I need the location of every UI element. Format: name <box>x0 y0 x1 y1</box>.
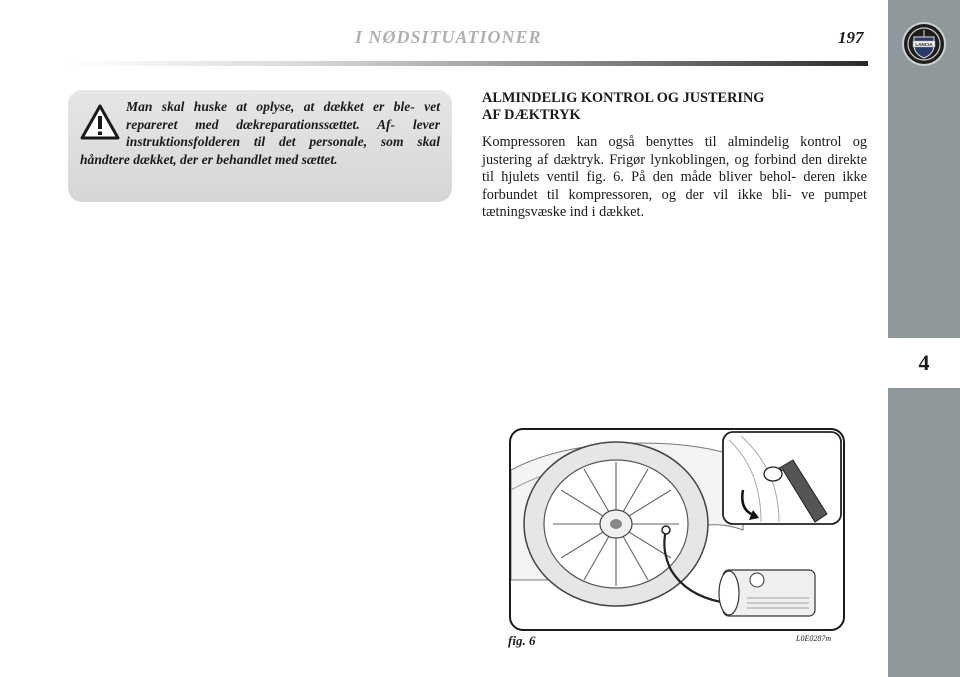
figure-6-frame <box>509 428 845 631</box>
chapter-marker <box>888 338 960 388</box>
figure-code: L0E0287m <box>796 634 832 643</box>
section-heading <box>482 90 862 124</box>
figure-caption: fig. 6 <box>508 633 536 648</box>
lancia-logo <box>902 22 946 66</box>
section-heading-line1: ALMINDELIG KONTROL OG JUSTERING <box>482 90 765 106</box>
logo-text: LANCIA <box>915 42 933 47</box>
tire-compressor-illustration <box>511 430 843 629</box>
warning-text: Man skal huske at oplyse, at dækket er ble- vet repareret med dækreparationssættet. Af- lever instruktionsfolderen til det personale, som skal håndtere dækket, der er behandlet med sættet. <box>80 99 440 167</box>
lancia-shield-icon <box>906 26 942 62</box>
page-number: 197 <box>838 28 864 47</box>
chapter-number: 4 <box>918 350 930 375</box>
section-body: Kompressoren kan også benyttes til almindelig kontrol og justering af dæktryk. Frigør lynkoblingen, og forbind den direkte til hjulets ventil fig. 6. På den måde bliver behol- deren ikke forbundet til kompressoren, og der vil ikke bli- ve pumpet tætningsvæske ind i dækket. <box>482 134 867 220</box>
header-rule <box>68 61 868 66</box>
running-header-title: I NØDSITUATIONER <box>355 27 542 47</box>
section-heading-line2: AF DÆKTRYK <box>482 107 581 123</box>
